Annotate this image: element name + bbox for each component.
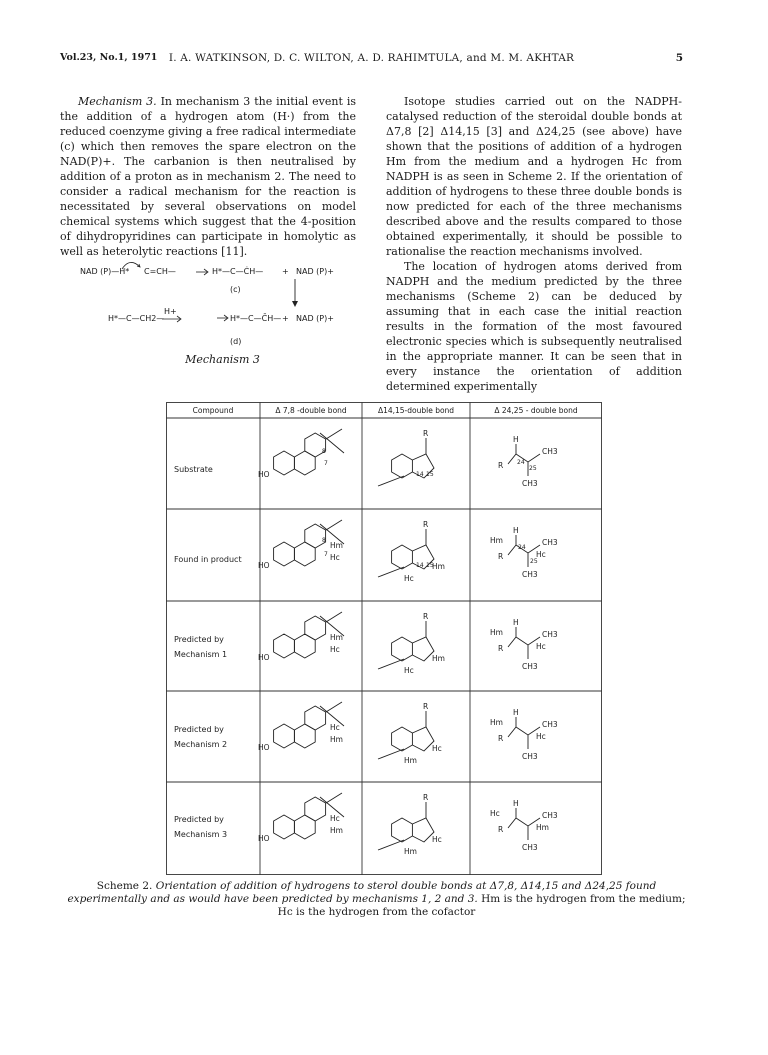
hydrogen-label: Hc [404, 666, 414, 675]
hydrogen-hc-label: Hc [330, 814, 340, 823]
hydrogen-label: H [513, 435, 519, 444]
r-group-label: R [498, 825, 504, 834]
hydrogen-label: Hm [432, 654, 445, 663]
hydroxyl-label: HO [258, 561, 270, 570]
hydrogen-label: Hc [536, 550, 546, 559]
ring-a [274, 451, 295, 475]
ring-c [392, 454, 413, 478]
volume-info: Vol.23, No.1, 1971 [60, 52, 158, 63]
side-bonds [378, 711, 426, 759]
row-label-mechanism-2: Predicted by Mechanism 2 [174, 725, 228, 749]
hydroxyl-label: HO [258, 743, 270, 752]
radical-intermediate: H*—C—ĊH— [212, 267, 264, 276]
methyl-label: CH3 [542, 538, 558, 547]
plus-sign: + [282, 267, 289, 276]
hydrogen-label: Hm [404, 847, 417, 856]
ring-b [294, 542, 315, 566]
methyl-label: CH3 [542, 811, 558, 820]
isotope-paragraph: Isotope studies carried out on the NADPH-catalysed reduction of the steroidal double bonds at Δ7,8 [2] Δ14,15 [3] and Δ24,25 (see above) have shown that the positions of addition of a hydrogen Hm from the medium and a hydrogen Hc from NADPH is as seen in Scheme 2. If the orientation of addition of hydrogens to these three double bonds is now predicted for each of the three mechanisms described above and the results compared to those obtained experimentally, it should be possible to rationalise the reaction mechanisms involved. [386, 95, 682, 258]
running-header [60, 52, 683, 68]
scheme-2-caption [60, 880, 693, 919]
plus-sign: + [282, 314, 289, 323]
r-group-label: R [423, 612, 429, 621]
ring-b [294, 451, 315, 475]
methyl-label: CH3 [542, 630, 558, 639]
right-column [386, 94, 682, 394]
methyl-label: CH3 [522, 662, 538, 671]
ring-a [274, 724, 295, 748]
hydroxyl-label: HO [258, 653, 270, 662]
nadph-reactant: NAD (P)—H* [80, 267, 130, 276]
position-15: 15 [426, 471, 434, 478]
paragraph-body: In mechanism 3 the initial event is the addition of a hydrogen atom (H·) from the reduced coenzyme giving a free radical intermediate (c) which then removes the spare electron on the NAD(P)+. The carbanion is then neutralised by addition of a proton as in mechanism 2. The need to consider a radical mechanism for the reaction is necessitated by several observations on model chemical systems which suggest that the 4-position of dihydropyridines can participate in homolytic as well as heterolytic reactions [11]. [60, 95, 356, 258]
row-label-substrate: Substrate [174, 465, 213, 474]
ring-c [305, 616, 326, 640]
scheme-drawing [166, 402, 602, 875]
hydrogen-label: Hc [490, 809, 500, 818]
hydrogen-hc-label: Hc [330, 723, 340, 732]
side-bonds [378, 438, 426, 486]
ring-c [392, 818, 413, 842]
row-label-mechanism-3: Predicted by Mechanism 3 [174, 815, 228, 839]
alkene-group: C=CH— [144, 267, 176, 276]
r-group-label: R [423, 429, 429, 438]
ring-c [305, 797, 326, 821]
hydrogen-hm-label: Hm [330, 735, 343, 744]
position-24: 24 [518, 544, 526, 551]
column-header-compound: Compound [192, 406, 234, 415]
ring-c [392, 545, 413, 569]
ring-c [305, 706, 326, 730]
hydrogen-label: Hc [536, 642, 546, 651]
r-group-label: R [423, 520, 429, 529]
hydrogen-hc-label: Hc [330, 553, 340, 562]
side-bonds [378, 529, 426, 577]
paragraph-lead: Mechanism 3. [78, 95, 157, 108]
side-bonds [378, 621, 426, 669]
hydrogen-hm-label: Hm [330, 826, 343, 835]
position-25: 25 [529, 465, 537, 472]
hydrogen-label: H [513, 526, 519, 535]
r-group-label: R [498, 734, 504, 743]
column-header-delta-14-15: Δ14,15-double bond [377, 406, 455, 415]
hydrogen-label: Hc [432, 835, 442, 844]
hydrogen-label: H [513, 618, 519, 627]
position-14: 14 [416, 471, 424, 478]
hydrogen-label: Hm [536, 823, 549, 832]
location-paragraph: The location of hydrogen atoms derived from NADPH and the medium predicted by the three mechanisms (Scheme 2) can be deduced by assuming that in each case the initial reaction results in the formation of the most favoured electronic species which is subsequently neutralised in the appropriate manner. It can be seen that in every instance the orientation of addition determined experimentally [386, 260, 682, 393]
hydrogen-label: Hc [432, 744, 442, 753]
position-24: 24 [517, 459, 525, 466]
side-bonds [378, 802, 426, 850]
methyl-label: CH3 [542, 720, 558, 729]
carbanion-intermediate: H*—C—C̄H— [230, 314, 282, 323]
position-7: 7 [324, 551, 328, 558]
hydrogen-label: Hm [404, 756, 417, 765]
ring-c [305, 524, 326, 548]
methyl-label: CH3 [522, 570, 538, 579]
r-group-label: R [423, 702, 429, 711]
ring-b [294, 724, 315, 748]
label-d: (d) [230, 337, 242, 346]
hydrogen-label: Hc [536, 732, 546, 741]
ring-a [274, 542, 295, 566]
hydrogen-hm-label: Hm [330, 541, 343, 550]
column-header-delta-24-25: Δ 24,25 - double bond [494, 406, 578, 415]
position-8: 8 [322, 537, 326, 544]
r-group-label: R [423, 793, 429, 802]
hydrogen-label: Hm [490, 628, 503, 637]
ring-b [294, 815, 315, 839]
mechanism-3-diagram [80, 257, 365, 367]
ring-a [274, 815, 295, 839]
r-group-label: R [498, 461, 504, 470]
hydrogen-hm-label: Hm [330, 633, 343, 642]
caption-italic: Orientation of addition of hydrogens to sterol double bonds at Δ7,8, Δ14,15 and Δ24,25 found experimentally and as would have been predicted by mechanisms 1, 2 and 3. [67, 880, 657, 905]
final-product: H*—C—CH2— [108, 314, 165, 323]
ring-a [274, 634, 295, 658]
hydrogen-label: H [513, 799, 519, 808]
hydroxyl-label: HO [258, 834, 270, 843]
hydrogen-label: Hm [490, 536, 503, 545]
hydrogen-hc-label: Hc [330, 645, 340, 654]
ring-d [412, 637, 434, 661]
scheme-2-table [166, 402, 602, 875]
hydrogen-label: Hm [432, 562, 445, 571]
position-7: 7 [324, 460, 328, 467]
methyl-label: CH3 [542, 447, 558, 456]
hydroxyl-label: HO [258, 470, 270, 479]
hydrogen-label: H [513, 708, 519, 717]
position-25: 25 [530, 558, 538, 565]
mechanism-3-paragraph [60, 94, 356, 259]
methyl-label: CH3 [522, 479, 538, 488]
caption-prefix: Scheme 2. [96, 880, 153, 892]
ring-b [294, 634, 315, 658]
row-label-found-in-product: Found in product [174, 555, 242, 564]
label-c: (c) [230, 285, 241, 294]
position-14: 14 [416, 562, 424, 569]
hydrogen-label: Hc [404, 574, 414, 583]
page-number: 5 [675, 52, 683, 64]
nadp-cation: NAD (P)+ [296, 267, 334, 276]
position-8: 8 [322, 448, 326, 455]
r-group-label: R [498, 644, 504, 653]
author-line: I. A. WATKINSON, D. C. WILTON, A. D. RAHIMTULA, and M. M. AKHTAR [168, 52, 575, 64]
column-header-delta-7-8: Δ 7,8 -double bond [275, 406, 347, 415]
methyl-label: CH3 [522, 752, 538, 761]
row-label-mechanism-1: Predicted by Mechanism 1 [174, 635, 228, 659]
r-group-label: R [498, 552, 504, 561]
ring-d [412, 818, 434, 842]
ring-c [392, 727, 413, 751]
mechanism-3-caption: Mechanism 3 [185, 353, 260, 366]
nadp-cation: NAD (P)+ [296, 314, 334, 323]
caption-definitions: Hm is the hydrogen from the medium; Hc is the hydrogen from the cofactor [277, 893, 686, 918]
proton-label: H+ [164, 307, 177, 316]
position-15: 15 [426, 562, 434, 569]
ring-c [392, 637, 413, 661]
left-column [60, 94, 356, 259]
ring-d [412, 727, 434, 751]
hydrogen-label: Hm [490, 718, 503, 727]
methyl-label: CH3 [522, 843, 538, 852]
